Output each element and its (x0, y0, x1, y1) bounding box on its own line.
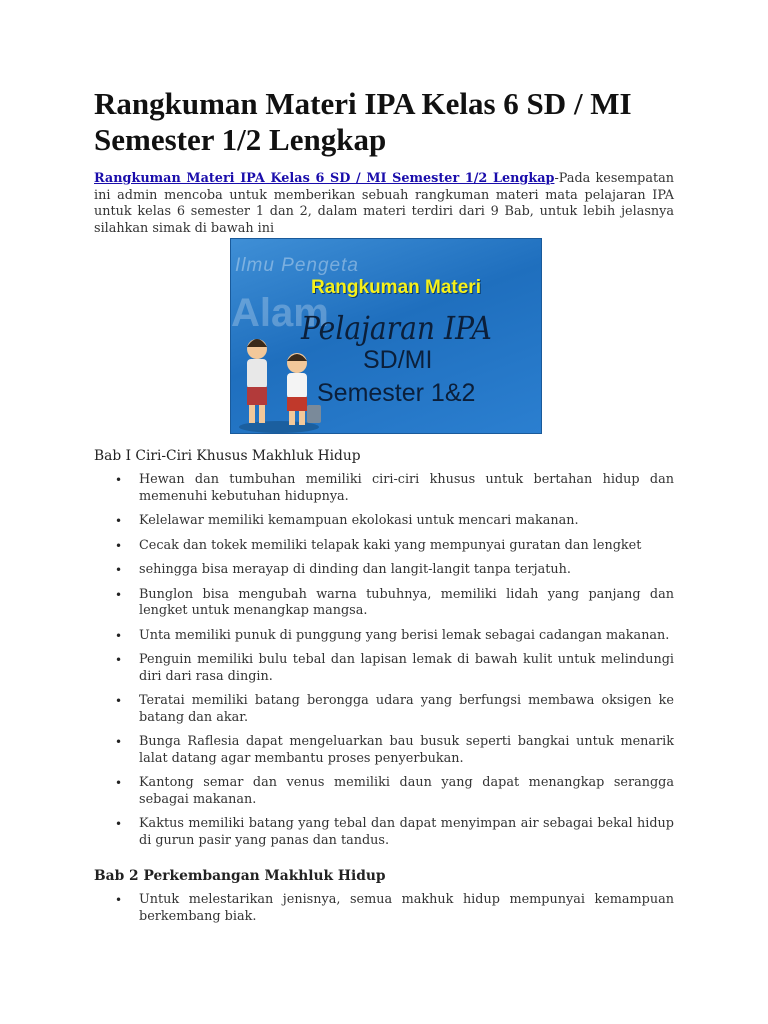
page-title: Rangkuman Materi IPA Kelas 6 SD / MI Semester 1/2 Lengkap (94, 86, 632, 157)
list-item: • Untuk melestarikan jenisnya, semua makhuk hidup mempunyai kemampuan berkembang biak. (115, 892, 674, 924)
list-item: • Penguin memiliki bulu tebal dan lapisan lemak di bawah kulit untuk melindungi diri dari rasa dingin. (115, 652, 674, 684)
bullet-icon: • (115, 563, 123, 577)
bullet-icon: • (115, 776, 123, 790)
bullet-icon: • (115, 628, 123, 643)
list-item: • Hewan dan tumbuhan memiliki ciri-ciri khusus untuk bertahan hidup dan memenuhi kebutuhan hidupnya. (115, 472, 674, 504)
intro-paragraph (94, 171, 674, 237)
section-heading-bab1: Bab I Ciri-Ciri Khusus Makhluk Hidup (94, 448, 361, 464)
bullet-icon: • (115, 587, 123, 602)
bullet-icon: • (115, 735, 123, 749)
list-item: • Unta memiliki punuk di punggung yang berisi lemak sebagai cadangan makanan. (115, 627, 670, 643)
hero-line-1: Rangkuman Materi (311, 277, 481, 298)
bullet-icon: • (115, 694, 123, 708)
bullet-icon: • (115, 473, 123, 487)
section-heading-bab2: Bab 2 Perkembangan Makhluk Hidup (94, 868, 386, 884)
list-item: • Kelelawar memiliki kemampuan ekolokasi untuk mencari makanan. (115, 513, 579, 528)
hero-line-2: Pelajaran IPA (301, 309, 492, 347)
bullet-icon: • (115, 893, 123, 907)
list-item: • Bunglon bisa mengubah warna tubuhnya, memiliki lidah yang panjang dan lengket untuk menangkap mangsa. (115, 586, 674, 618)
article-link[interactable]: Rangkuman Materi IPA Kelas 6 SD / MI Semester 1/2 Lengkap (94, 171, 555, 186)
hero-bg-word: Ilmu Pengeta (235, 255, 359, 276)
hero-bg-big: Alam (231, 291, 329, 335)
list-item: • Bunga Raflesia dapat mengeluarkan bau busuk seperti bangkai untuk menarik lalat datang agar membantu proses penyerbukan. (115, 734, 674, 766)
list-item: • Cecak dan tokek memiliki telapak kaki yang mempunyai guratan dan lengket (115, 537, 642, 553)
list-item: • Kantong semar dan venus memiliki daun yang dapat menangkap serangga sebagai makanan. (115, 775, 674, 807)
bab2-list (94, 892, 674, 933)
list-item: • Teratai memiliki batang berongga udara yang berfungsi membawa oksigen ke batang dan akar. (115, 693, 674, 725)
hero-line-4: Semester 1&2 (317, 379, 476, 407)
hero-line-3: SD/MI (363, 346, 433, 374)
bullet-icon: • (115, 514, 123, 528)
list-item: • Kaktus memiliki batang yang tebal dan dapat menyimpan air sebagai bekal hidup di gurun pasir yang panas dan tandus. (115, 816, 674, 848)
hero-image (230, 238, 542, 434)
list-item: • sehingga bisa merayap di dinding dan langit-langit tanpa terjatuh. (115, 562, 571, 577)
bullet-icon: • (115, 538, 123, 553)
intro-body: -Pada kesempatan ini admin mencoba untuk memberikan sebuah rangkuman materi mata pelajaran IPA untuk kelas 6 semester 1 dan 2, dalam materi terdiri dari 9 Bab, untuk lebih jelasnya silahkan simak di bawah ini (94, 171, 674, 236)
bullet-icon: • (115, 653, 123, 667)
bullet-icon: • (115, 817, 123, 831)
bab1-list (94, 472, 674, 857)
